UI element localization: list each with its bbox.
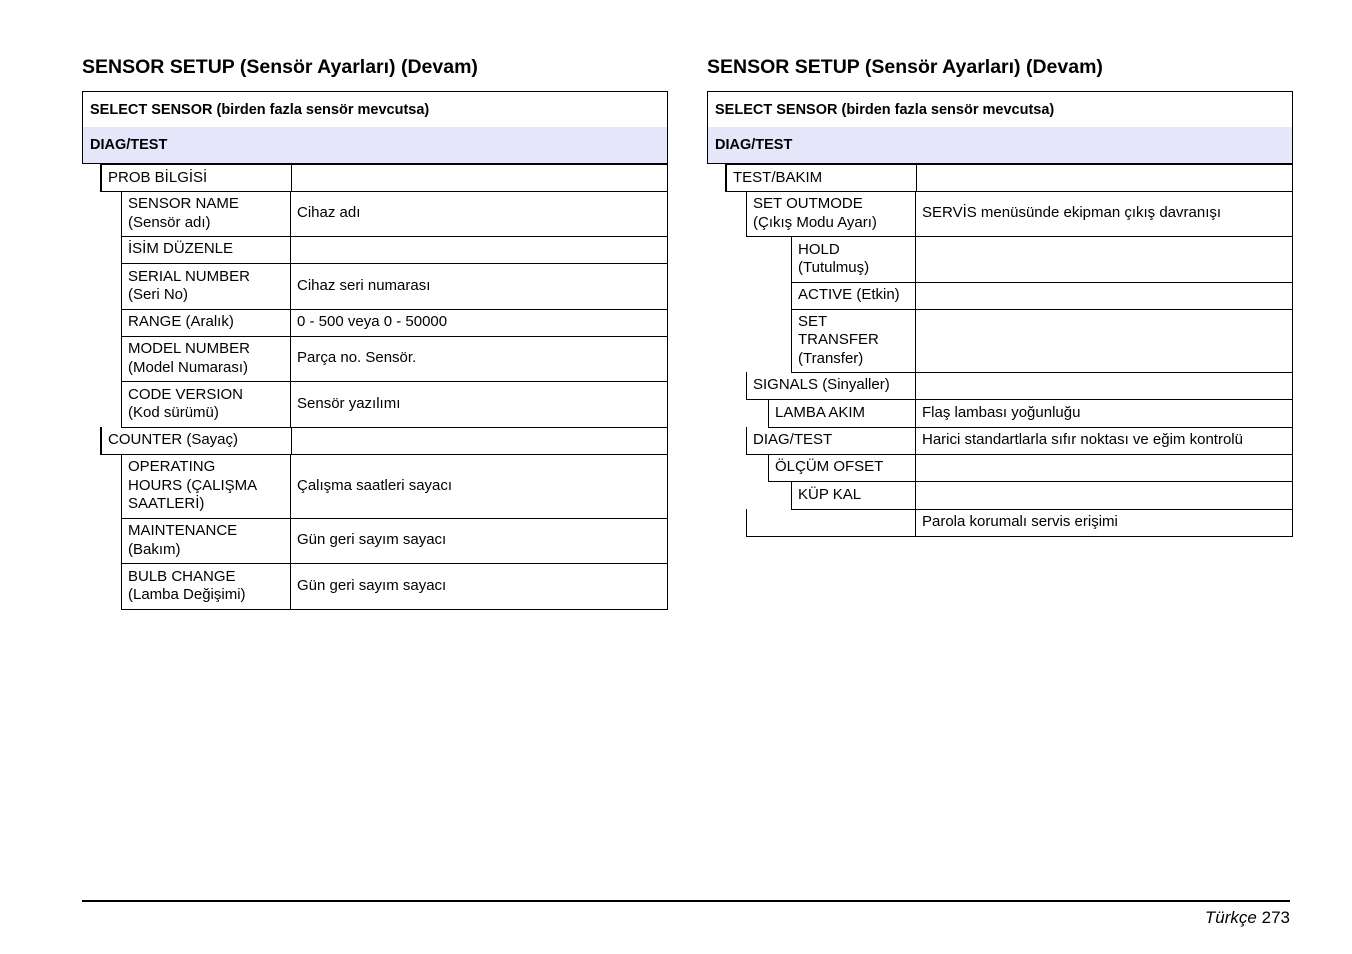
menu-item-name: CODE VERSION (Kod sürümü)	[122, 381, 291, 427]
menu-item-description	[916, 236, 1292, 282]
menu-item-name: HOLD (Tutulmuş)	[792, 236, 916, 282]
menu-item-description	[291, 236, 667, 263]
menu-item-description: Gün geri sayım sayacı	[297, 576, 447, 594]
left-diag-test-row: DIAG/TEST	[82, 127, 668, 164]
right-menu-row	[746, 191, 1293, 237]
menu-item-name: LAMBA AKIM	[769, 399, 916, 427]
menu-item-name: SENSOR NAME (Sensör adı)	[122, 191, 291, 236]
right-menu-row	[768, 454, 1293, 482]
menu-item-description	[917, 165, 1292, 191]
left-menu-row	[100, 164, 668, 192]
menu-item-description: Gün geri sayım sayacı	[297, 531, 447, 549]
footer-page-number: 273	[1261, 908, 1290, 927]
left-menu-row	[121, 563, 668, 610]
menu-item-description	[916, 372, 1292, 399]
menu-item-description	[916, 282, 1292, 309]
right-menu-row	[791, 282, 1293, 310]
menu-item-description	[916, 309, 1292, 372]
menu-item-name: İSİM DÜZENLE	[122, 236, 291, 263]
left-page-title: SENSOR SETUP (Sensör Ayarları) (Devam)	[82, 56, 478, 78]
right-menu-row	[746, 509, 1293, 537]
menu-item-description	[916, 481, 1292, 509]
menu-item-description: Cihaz seri numarası	[297, 276, 431, 294]
menu-item-description: Harici standartlarla sıfır noktası ve eğim kontrolü	[922, 431, 1243, 449]
menu-item-name: MODEL NUMBER (Model Numarası)	[122, 336, 291, 381]
menu-item-name: MAINTENANCE (Bakım)	[122, 518, 291, 563]
menu-item-description: Flaş lambası yoğunluğu	[922, 403, 1081, 421]
right-menu-row	[791, 481, 1293, 510]
right-select-sensor-row: SELECT SENSOR (birden fazla sensör mevcutsa)	[707, 91, 1293, 128]
right-diag-test-row: DIAG/TEST	[707, 127, 1293, 164]
menu-item-name: ACTIVE (Etkin)	[792, 282, 916, 309]
menu-item-name: COUNTER (Sayaç)	[102, 427, 292, 454]
menu-item-name: SET OUTMODE (Çıkış Modu Ayarı)	[747, 191, 916, 236]
left-menu-row	[121, 263, 668, 310]
left-menu-row	[121, 309, 668, 337]
footer-rule	[82, 900, 1290, 902]
menu-item-description: Parça no. Sensör.	[297, 349, 417, 367]
menu-item-name: SET TRANSFER (Transfer)	[792, 309, 916, 372]
left-menu-row	[121, 454, 668, 519]
left-menu-row	[121, 336, 668, 382]
menu-item-description: Parola korumalı servis erişimi	[922, 513, 1118, 531]
right-menu-row	[768, 399, 1293, 428]
menu-item-name: TEST/BAKIM	[727, 165, 917, 191]
menu-item-description	[292, 165, 667, 191]
right-menu-row	[791, 309, 1293, 373]
menu-item-name: PROB BİLGİSİ	[102, 165, 292, 191]
left-menu-row	[121, 236, 668, 264]
menu-item-description: Sensör yazılımı	[297, 394, 401, 412]
left-menu-row	[100, 427, 668, 455]
menu-item-description: 0 - 500 veya 0 - 50000	[297, 313, 448, 331]
left-menu-row	[121, 518, 668, 564]
menu-item-name: RANGE (Aralık)	[122, 309, 291, 336]
menu-item-name: DIAG/TEST	[747, 427, 916, 454]
right-menu-row	[746, 427, 1293, 455]
menu-item-name: KÜP KAL	[792, 481, 916, 509]
right-menu-row	[725, 164, 1293, 192]
left-menu-row	[121, 381, 668, 428]
menu-item-description: Çalışma saatleri sayacı	[297, 476, 453, 494]
menu-item-description	[916, 454, 1292, 481]
menu-item-description	[292, 427, 667, 454]
menu-item-name	[747, 509, 916, 536]
left-select-sensor-row: SELECT SENSOR (birden fazla sensör mevcutsa)	[82, 91, 668, 128]
menu-item-name: SERIAL NUMBER (Seri No)	[122, 263, 291, 309]
right-menu-row	[791, 236, 1293, 283]
menu-item-description: Cihaz adı	[297, 204, 361, 222]
footer	[1205, 908, 1290, 928]
right-page-title: SENSOR SETUP (Sensör Ayarları) (Devam)	[707, 56, 1103, 78]
menu-item-name: BULB CHANGE (Lamba Değişimi)	[122, 563, 291, 609]
menu-item-name: OPERATING HOURS (ÇALIŞMA SAATLERİ)	[122, 454, 291, 518]
menu-item-name: ÖLÇÜM OFSET	[769, 454, 916, 481]
footer-language: Türkçe	[1204, 908, 1257, 927]
right-menu-row	[746, 372, 1293, 400]
menu-item-name: SIGNALS (Sinyaller)	[747, 372, 916, 399]
menu-item-description: SERVİS menüsünde ekipman çıkış davranışı	[922, 204, 1222, 222]
left-menu-row	[121, 191, 668, 237]
